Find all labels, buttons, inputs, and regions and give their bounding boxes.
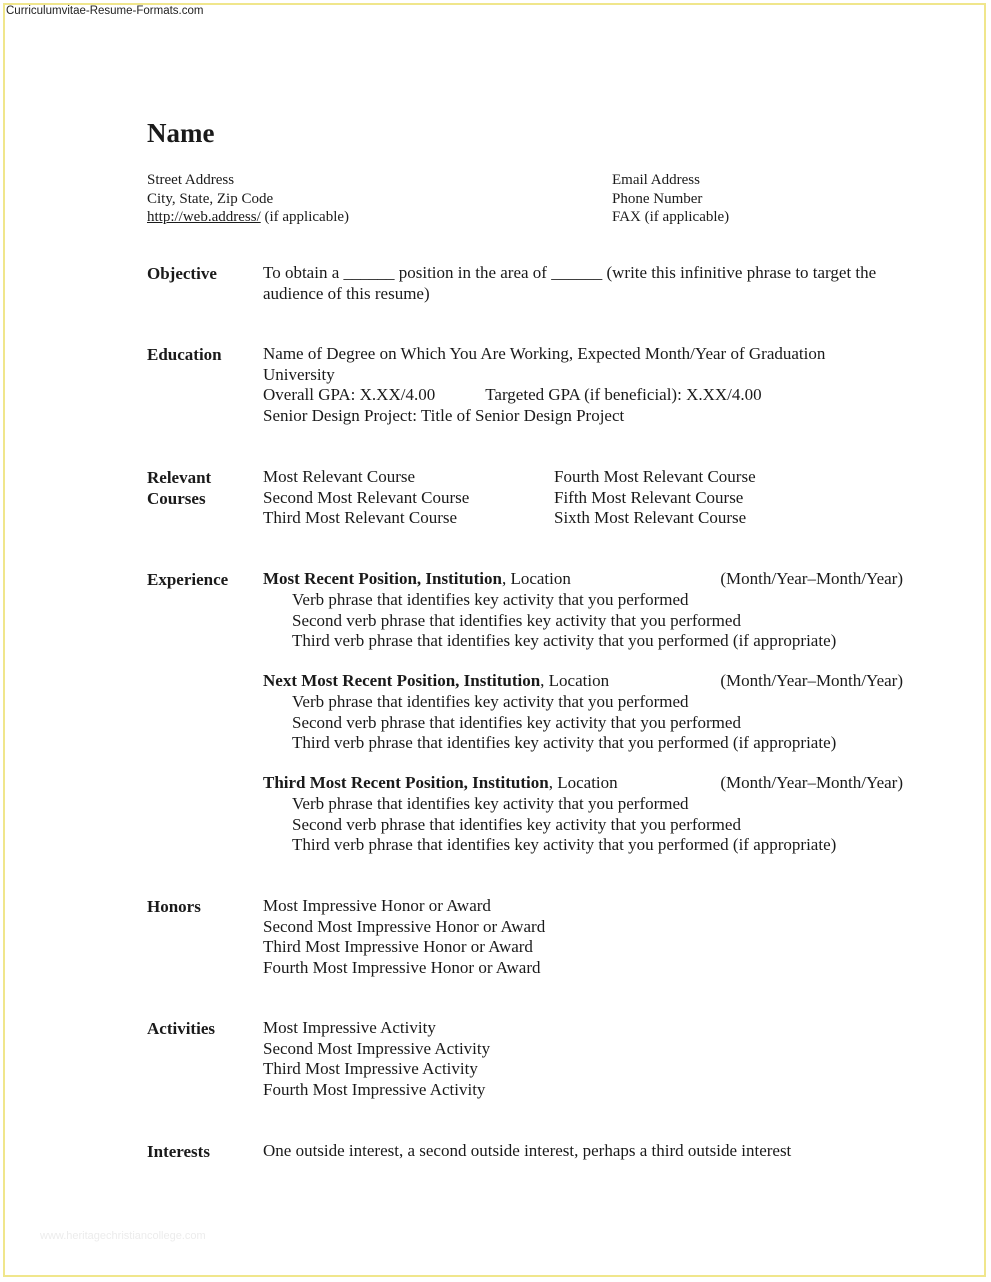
job-bullet: Verb phrase that identifies key activity that you performed: [292, 692, 689, 711]
job-title: Next Most Recent Position, Institution: [263, 671, 541, 690]
resume-name: Name: [147, 118, 215, 148]
objective-section: [263, 263, 893, 304]
job-location: , Location: [501, 569, 571, 588]
interests-text: One outside interest, a second outside interest, perhaps a third outside interest: [263, 1141, 792, 1160]
email-address: Email Address: [612, 172, 700, 188]
interests-heading: Interests: [147, 1142, 210, 1161]
job-bullet: Second verb phrase that identifies key activity that you performed: [292, 814, 741, 834]
courses-column-2: [554, 467, 756, 529]
phone-number: Phone Number: [612, 190, 703, 207]
job-bullets-1: [292, 590, 836, 652]
job-bullets-2: [292, 692, 836, 754]
courses-heading-line2: Courses: [147, 489, 206, 508]
job-bullet: Verb phrase that identifies key activity that you performed: [292, 794, 689, 813]
objective-text: To obtain a ______ position in the area of ______ (write this infinitive phrase to target the audience of this resume): [263, 263, 877, 303]
job-header-1: [263, 569, 903, 590]
job-dates: (Month/Year–Month/Year): [720, 569, 903, 588]
education-section: [263, 344, 825, 426]
web-address-link[interactable]: http://web.address/: [147, 209, 261, 225]
job-header-3: [263, 773, 903, 794]
job-bullet: Verb phrase that identifies key activity that you performed: [292, 590, 689, 609]
objective-heading: Objective: [147, 264, 217, 283]
job-header-2: [263, 671, 903, 692]
activity-item: Second Most Impressive Activity: [263, 1038, 491, 1058]
senior-project: Senior Design Project: Title of Senior Design Project: [263, 405, 625, 425]
job-bullet: Third verb phrase that identifies key activity that you performed (if appropriate): [292, 631, 837, 650]
course-item: Fifth Most Relevant Course: [554, 487, 744, 507]
activities-heading: Activities: [147, 1019, 215, 1038]
course-item: Third Most Relevant Course: [263, 508, 458, 527]
honor-item: Third Most Impressive Honor or Award: [263, 937, 533, 956]
job-dates: (Month/Year–Month/Year): [720, 773, 903, 792]
contact-right: [612, 171, 729, 227]
activity-item: Most Impressive Activity: [263, 1018, 436, 1037]
courses-column-1: [263, 467, 469, 529]
course-item: Fourth Most Relevant Course: [554, 467, 756, 486]
gpa-line: [263, 385, 825, 406]
honor-item: Second Most Impressive Honor or Award: [263, 916, 546, 936]
course-item: Sixth Most Relevant Course: [554, 508, 747, 527]
course-item: Second Most Relevant Course: [263, 487, 470, 507]
overall-gpa: Overall GPA: X.XX/4.00: [263, 385, 436, 404]
fax-number: FAX (if applicable): [612, 209, 730, 225]
job-bullet: Third verb phrase that identifies key activity that you performed (if appropriate): [292, 835, 837, 854]
job-bullets-3: [292, 794, 836, 856]
honor-item: Most Impressive Honor or Award: [263, 896, 491, 915]
job-title: Most Recent Position, Institution: [263, 569, 502, 588]
job-location: , Location: [548, 773, 618, 792]
university: University: [263, 364, 335, 384]
contact-left: [147, 171, 349, 227]
activity-item: Fourth Most Impressive Activity: [263, 1079, 486, 1099]
experience-heading: Experience: [147, 570, 229, 589]
web-address-line: [147, 208, 349, 227]
job-bullet: Second verb phrase that identifies key activity that you performed: [292, 610, 741, 630]
interests-section: [263, 1141, 791, 1162]
activity-item: Third Most Impressive Activity: [263, 1059, 478, 1078]
web-address-note: (if applicable): [260, 209, 350, 225]
activities-section: [263, 1018, 490, 1100]
street-address: Street Address: [147, 172, 235, 188]
targeted-gpa: Targeted GPA (if beneficial): X.XX/4.00: [485, 385, 762, 404]
honor-item: Fourth Most Impressive Honor or Award: [263, 957, 541, 977]
education-heading: Education: [147, 345, 222, 364]
city-state-zip: City, State, Zip Code: [147, 190, 274, 207]
honors-heading: Honors: [147, 897, 201, 916]
honors-section: [263, 896, 545, 978]
courses-heading: [147, 467, 211, 509]
source-label: Curriculumvitae-Resume-Formats.com: [6, 5, 204, 17]
course-item: Most Relevant Course: [263, 467, 416, 486]
job-bullet: Second verb phrase that identifies key activity that you performed: [292, 712, 741, 732]
job-bullet: Third verb phrase that identifies key activity that you performed (if appropriate): [292, 733, 837, 752]
courses-heading-line1: Relevant: [147, 468, 212, 487]
job-title: Third Most Recent Position, Institution: [263, 773, 549, 792]
degree: Name of Degree on Which You Are Working, Expected Month/Year of Graduation: [263, 344, 826, 363]
footer-watermark: www.heritagechristiancollege.com: [40, 1230, 206, 1242]
job-location: , Location: [540, 671, 610, 690]
job-dates: (Month/Year–Month/Year): [720, 671, 903, 690]
